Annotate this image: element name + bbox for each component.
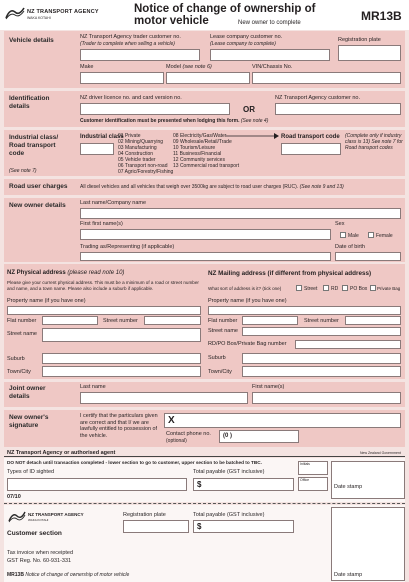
physical-town-label: Town/City <box>7 369 31 375</box>
mailing-suburb-label: Suburb <box>208 355 226 361</box>
physical-flat-label-inline: Flat number <box>7 318 37 324</box>
customer-agency-sub: WAKA KOTAHI <box>28 518 49 522</box>
first-names-label: First first name(s) <box>80 221 123 227</box>
dob-label: Date of birth <box>335 244 365 250</box>
last-name-field[interactable] <box>80 208 401 219</box>
tax-invoice-line2: GST Reg. No. 60-931-331 <box>7 558 72 564</box>
joint-owner-title-1: Joint owner <box>9 385 46 392</box>
joint-owner-title-2: details <box>9 393 30 400</box>
customer-nzta-logo-icon <box>8 511 26 523</box>
physical-street-number-field[interactable] <box>144 316 201 325</box>
footer-code: MR13B <box>7 572 24 578</box>
tear-line <box>4 503 405 504</box>
id-notice <box>80 118 268 124</box>
physical-town-field[interactable] <box>42 366 201 377</box>
agency-sub: WAKA KOTAHI <box>27 16 51 20</box>
physical-title-text: NZ Physical address <box>7 270 66 276</box>
physical-desc: Please give your current physical address. This must be a minimum of a road or street number and name, and a town name. Please also include a suburb if applicable. <box>7 280 199 291</box>
or-label: OR <box>243 105 255 114</box>
customer-agency-name: NZ TRANSPORT AGENCY <box>28 512 84 517</box>
mailing-flat-field[interactable] <box>242 316 298 325</box>
physical-note: (please read note 10) <box>67 270 125 276</box>
customer-section-title: Customer section <box>7 530 62 537</box>
mailing-property-label: Property name (if you have one) <box>208 298 287 304</box>
customer-nzta-logo <box>8 510 26 522</box>
industrial-class-07: 07 Agric/Forestry/Fishing <box>118 169 174 175</box>
mailing-rd-label: RD <box>331 286 339 292</box>
form-subtitle: New owner to complete <box>238 20 301 26</box>
nzta-customer-field[interactable] <box>275 103 401 115</box>
industrial-class-13: 13 Commercial road transport <box>173 163 240 169</box>
certify-text: I certify that the particulars given are correct and that I/ we are lawfully entitled to possession of the vehicle. <box>80 413 158 439</box>
ruc-text <box>80 184 344 190</box>
initials-label: Initials <box>300 462 310 466</box>
customer-fee-dollar: $ <box>197 522 202 531</box>
customer-reg-label: Registration plate <box>123 512 166 518</box>
dob-field[interactable] <box>335 252 401 261</box>
mailing-private-label: Private Bag <box>377 286 401 291</box>
customer-fee-field[interactable] <box>193 520 294 533</box>
signature-title-2: signature <box>9 422 39 429</box>
phone-value: (0 ) <box>223 433 232 439</box>
office-label: Office <box>300 478 310 482</box>
make-label: Make <box>80 64 94 70</box>
licence-label: NZ driver licence no. and card version no. <box>80 95 182 101</box>
customer-fee-label: Total payable (GST inclusive) <box>193 512 265 518</box>
mailing-private-checkbox[interactable] <box>370 285 376 291</box>
nzta-logo-icon <box>5 6 25 20</box>
physical-property-label: Property name (if you have one) <box>7 298 86 304</box>
ruc-text-body: All diesel vehicles and all vehicles that weigh over 3500kg are subject to road user charges (RUC). <box>80 184 299 190</box>
make-field[interactable] <box>80 72 164 84</box>
industrial-see-note: (See note 7) <box>9 168 37 174</box>
mailing-town-field[interactable] <box>242 366 401 377</box>
lease-label: Lease company customer no. <box>210 34 283 40</box>
joint-last-name-label: Last name <box>80 384 106 390</box>
phone-label: Contact phone no. <box>166 431 211 437</box>
ruc-title: Road user charges <box>9 183 68 190</box>
industrial-class-06: 06 Transport non-road <box>118 163 168 169</box>
mailing-rd-checkbox[interactable] <box>323 285 329 291</box>
mailing-street-checkbox[interactable] <box>296 285 302 291</box>
physical-title <box>7 270 124 277</box>
mailing-street-name-label: Street name <box>208 328 238 334</box>
new-owner-title: New owner details <box>9 202 66 209</box>
physical-suburb-field[interactable] <box>42 353 201 364</box>
mailing-street-number-field[interactable] <box>345 316 401 325</box>
mailing-sort-label: What sort of address is it? (tick one) <box>208 286 282 291</box>
agent-title: NZ Transport Agency or authorised agent <box>7 450 116 456</box>
form-title-line1: Notice of change of ownership of <box>134 3 316 15</box>
identification-title-2: details <box>9 103 30 110</box>
physical-street-name-label: Street name <box>7 331 37 337</box>
phone-note: (optional) <box>166 438 187 444</box>
industrial-title-3: code <box>9 150 25 157</box>
road-transport-field[interactable] <box>281 143 341 155</box>
industrial-class-12: 12 Community services <box>173 157 225 163</box>
agent-date-stamp-label: Date stamp <box>334 484 363 490</box>
physical-street-name-field[interactable] <box>42 328 201 342</box>
model-label-text: Model <box>166 64 181 70</box>
footer <box>7 572 129 578</box>
last-name-label: Last name/Company name <box>80 200 147 206</box>
industrial-class-11: 11 Business/Financial <box>173 151 222 157</box>
footer-text: Notice of change of ownership of motor vehicle <box>25 572 130 578</box>
industrial-title-1: Industrial class/ <box>9 134 59 141</box>
trader-note: (Trader to complete when selling a vehicle) <box>80 41 175 47</box>
first-names-field[interactable] <box>80 229 331 240</box>
lease-customer-field[interactable] <box>210 49 330 61</box>
mailing-title: NZ Mailing address (if different from physical address) <box>208 270 372 277</box>
signature-title-1: New owner's <box>9 414 49 421</box>
signature-mark: X <box>168 415 175 426</box>
joint-first-names-field[interactable] <box>252 392 401 404</box>
physical-property-field[interactable] <box>7 306 201 315</box>
road-transport-note: (Complete only if industry class is 13) See note 7 for Road transport codes <box>345 133 403 151</box>
sex-female-label: Female <box>376 233 393 239</box>
model-field[interactable] <box>166 72 250 84</box>
joint-last-name-field[interactable] <box>80 392 248 404</box>
sex-female-checkbox[interactable] <box>368 232 374 238</box>
mailing-flat-label: Flat number <box>208 318 238 324</box>
mailing-po-label: PO Box <box>350 286 368 292</box>
agent-fee-label: Total payable (GST inclusive) <box>193 469 265 475</box>
vin-field[interactable] <box>252 72 401 84</box>
mailing-property-field[interactable] <box>208 306 401 315</box>
nzta-logo <box>5 6 25 20</box>
industrial-class-10: 10 Tourism/Leisure <box>173 145 216 151</box>
vehicle-section-title: Vehicle details <box>9 37 54 44</box>
id-types-label: Types of ID sighted <box>7 469 55 475</box>
agent-warning: DO NOT detach until transaction completed - lower section to go to customer, upper section to be batched to TBC. <box>7 460 262 465</box>
industrial-class-02: 02 Mining/Quarrying <box>118 139 164 145</box>
model-label <box>166 64 212 71</box>
reg-plate-label: Registration plate <box>338 37 381 43</box>
industrial-class-08: 08 Electricity/Gas/Water <box>173 133 227 139</box>
industrial-class-field[interactable] <box>80 143 114 155</box>
agent-date-stamp-field[interactable] <box>331 461 405 499</box>
id-notice-text: Customer identification must be presented when lodging this form. <box>80 118 240 124</box>
agent-fee-field[interactable] <box>193 478 294 491</box>
id-notice-see: (See note 4) <box>240 118 269 124</box>
tax-invoice-line1: Tax invoice when receipted <box>7 550 74 556</box>
mailing-town-label: Town/City <box>208 369 232 375</box>
industrial-class-list-1 <box>118 133 173 175</box>
agency-name: NZ TRANSPORT AGENCY <box>27 9 99 15</box>
mailing-street-number-label: Street number <box>304 318 339 324</box>
sex-male-label: Male <box>348 233 359 239</box>
mailing-rdpo-field[interactable] <box>295 340 401 349</box>
industrial-class-label: Industrial class <box>80 134 124 140</box>
mailing-po-checkbox[interactable] <box>342 285 348 291</box>
trading-label: Trading as/Representing (if applicable) <box>80 244 175 250</box>
industrial-class-01: 01 Private <box>118 133 141 139</box>
model-note: (see note 6) <box>182 64 212 70</box>
agent-fee-dollar: $ <box>197 480 202 489</box>
lease-note: (Lease company to complete) <box>210 41 276 47</box>
mailing-suburb-field[interactable] <box>242 353 401 364</box>
licence-field[interactable] <box>80 103 230 115</box>
signature-field[interactable] <box>164 413 401 428</box>
form-title-line2: motor vehicle <box>134 15 209 27</box>
physical-suburb-label: Suburb <box>7 356 25 362</box>
customer-date-stamp-label: Date stamp <box>334 572 363 578</box>
form-code: MR13B <box>361 9 402 23</box>
customer-date-stamp-field[interactable] <box>331 507 405 581</box>
industrial-class-05: 05 Vehicle trader <box>118 157 156 163</box>
nzta-customer-label: NZ Transport Agency customer no. <box>275 95 360 101</box>
industrial-title-2: Road transport <box>9 142 56 149</box>
physical-flat-field[interactable] <box>42 316 98 325</box>
id-types-field[interactable] <box>7 478 187 491</box>
mailing-rdpo-label: RD/PO Box/Private Bag number <box>208 341 287 347</box>
industrial-class-04: 04 Construction <box>118 151 154 157</box>
sex-male-checkbox[interactable] <box>340 232 346 238</box>
mailing-street-name-field[interactable] <box>242 327 401 336</box>
gov-label: New Zealand Government <box>360 451 401 455</box>
industrial-class-09: 09 Wholesale/Retail/Trade <box>173 139 232 145</box>
mailing-street-label: Street <box>304 286 318 292</box>
physical-street-number-label: Street number <box>103 318 138 324</box>
reg-plate-field[interactable] <box>338 45 401 61</box>
arrow-right-icon <box>226 132 280 140</box>
form-revision: 07/10 <box>7 494 21 500</box>
trading-field[interactable] <box>80 252 331 261</box>
trader-label: NZ Transport Agency trader customer no. <box>80 34 181 40</box>
ruc-note: (See note 9 and 13) <box>299 184 344 190</box>
identification-title-1: Identification <box>9 95 50 102</box>
industrial-class-03: 03 Manufacturing <box>118 145 157 151</box>
sex-label: Sex <box>335 221 345 227</box>
joint-first-names-label: First name(s) <box>252 384 285 390</box>
customer-reg-field[interactable] <box>123 520 189 533</box>
road-transport-label: Road transport code <box>281 134 340 140</box>
trader-customer-field[interactable] <box>80 49 200 61</box>
vin-label: VIN/Chassis No. <box>252 64 293 70</box>
